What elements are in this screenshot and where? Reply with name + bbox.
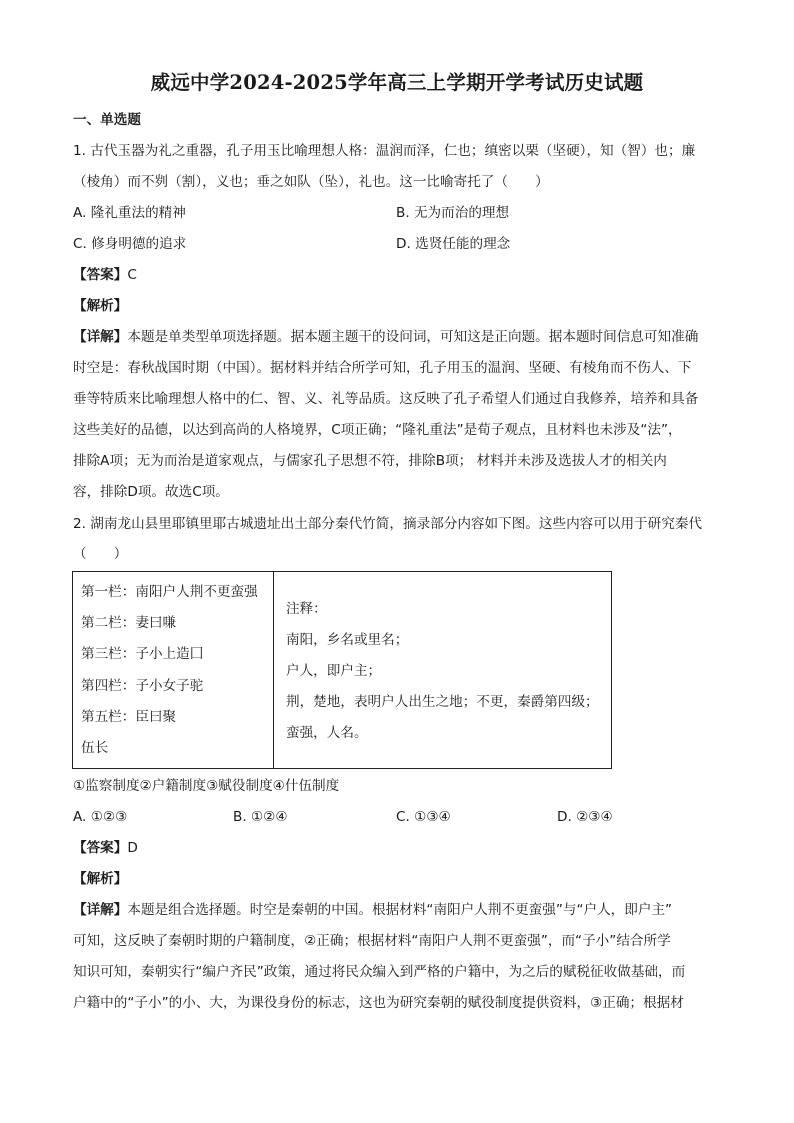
q2-option-d: D. ②③④ (557, 809, 613, 825)
q2-detail-line: 可知，这反映了秦朝时期的户籍制度，②正确；根据材料“南阳户人荆不更蛮强”，而“子小”结合所学 (73, 933, 671, 949)
q1-stem-line1: 1. 古代玉器为礼之重器，孔子用玉比喻理想人格：温润而泽，仁也；缜密以栗（坚硬），知（智）也；廉 (73, 143, 696, 159)
q2-items: ①监察制度②户籍制度③赋役制度④什伍制度 (73, 778, 340, 794)
q1-detail-line: 垂等特质来比喻理想人格中的仁、智、义、礼等品质。这反映了孔子希望人们通过自我修养，培养和具备 (73, 391, 699, 407)
q2-detail-line: 户籍中的“子小”的小、大，为课役身份的标志，这也为研究秦朝的赋役制度提供资料，③正确；根据材 (73, 995, 684, 1011)
table-right-row: 南阳，乡名或里名； (286, 632, 409, 648)
q2-option-b: B. ①②④ (233, 809, 288, 825)
q1-answer (73, 265, 733, 285)
answer-tag: 【答案】 (73, 840, 128, 856)
q1-analysis-tag: 【解析】 (73, 298, 128, 314)
q2-analysis-tag: 【解析】 (73, 871, 128, 887)
page-title: 威远中学2024-2025学年高三上学期开学考试历史试题 (150, 71, 644, 94)
q1-detail-line (73, 327, 733, 347)
table-left-row: 第四栏：子小女子驼 (81, 678, 204, 694)
table-right-row: 户人，即户主； (286, 663, 382, 679)
detail-text: 本题是组合选择题。时空是秦朝的中国。根据材料“南阳户人荆不更蛮强”与“户人，即户主” (127, 902, 673, 918)
q1-option-a: A. 隆礼重法的精神 (73, 205, 186, 221)
table-left-row: 第二栏：妻曰嗛 (81, 615, 177, 631)
table-left-cell (73, 572, 274, 769)
table-left-row: 第一栏：南阳户人荆不更蛮强 (81, 584, 258, 600)
q2-stem-line1: 2. 湖南龙山县里耶镇里耶古城遗址出土部分秦代竹简，摘录部分内容如下图。这些内容可以用于研究秦代 (73, 516, 703, 532)
q1-detail-line: 排除A项；无为而治是道家观点，与儒家孔子思想不符，排除B项； 材料并未涉及选拔人才的相关内 (73, 453, 667, 469)
detail-tag: 【详解】 (73, 902, 128, 918)
q1-detail-line: 容，排除D项。故选C项。 (73, 484, 229, 500)
answer-tag: 【答案】 (73, 267, 128, 283)
q1-option-d: D. 选贤任能的理念 (396, 236, 511, 252)
table-right-cell (274, 572, 612, 769)
table-left-row: 伍长 (81, 740, 109, 756)
q1-detail-line: 时空是：春秋战国时期（中国）。据材料并结合所学可知，孔子用玉的温润、坚硬、有棱角而不伤人、下 (73, 360, 692, 376)
q2-stem-line2: （ ） (73, 546, 128, 562)
q2-answer (73, 838, 733, 858)
q1-stem-line2: （棱角）而不刿（割），义也；垂之如队（坠），礼也。这一比喻寄托了（ ） (73, 174, 549, 190)
table-right-row: 蛮强，人名。 (286, 725, 368, 741)
q2-detail-line: 知识可知，秦朝实行“编户齐民”政策，通过将民众编入到严格的户籍中，为之后的赋税征收做基础，而 (73, 964, 686, 980)
section-heading: 一、单选题 (73, 112, 141, 128)
answer-value: D (127, 840, 138, 856)
table-right-row: 注释： (286, 601, 327, 617)
q1-detail-line: 这些美好的品德，以达到高尚的人格境界，C项正确；“隆礼重法”是荀子观点，且材料也未涉及“法”， (73, 422, 682, 438)
table-left-row: 第五栏：臣曰聚 (81, 709, 177, 725)
detail-tag: 【详解】 (73, 329, 128, 345)
q1-option-b: B. 无为而治的理想 (396, 205, 510, 221)
table-left-row: 第三栏：子小上造囗 (81, 646, 204, 662)
q2-detail-line (73, 900, 733, 920)
table-right-row: 荆，楚地，表明户人出生之地；不更，秦爵第四级； (286, 694, 599, 710)
q2-option-a: A. ①②③ (73, 809, 128, 825)
answer-value: C (127, 267, 137, 283)
detail-text: 本题是单类型单项选择题。据本题主题干的设问词，可知这是正向题。据本题时间信息可知准确 (127, 329, 699, 345)
q2-option-c: C. ①③④ (396, 809, 451, 825)
bamboo-slip-table (72, 571, 612, 769)
q1-option-c: C. 修身明德的追求 (73, 236, 187, 252)
